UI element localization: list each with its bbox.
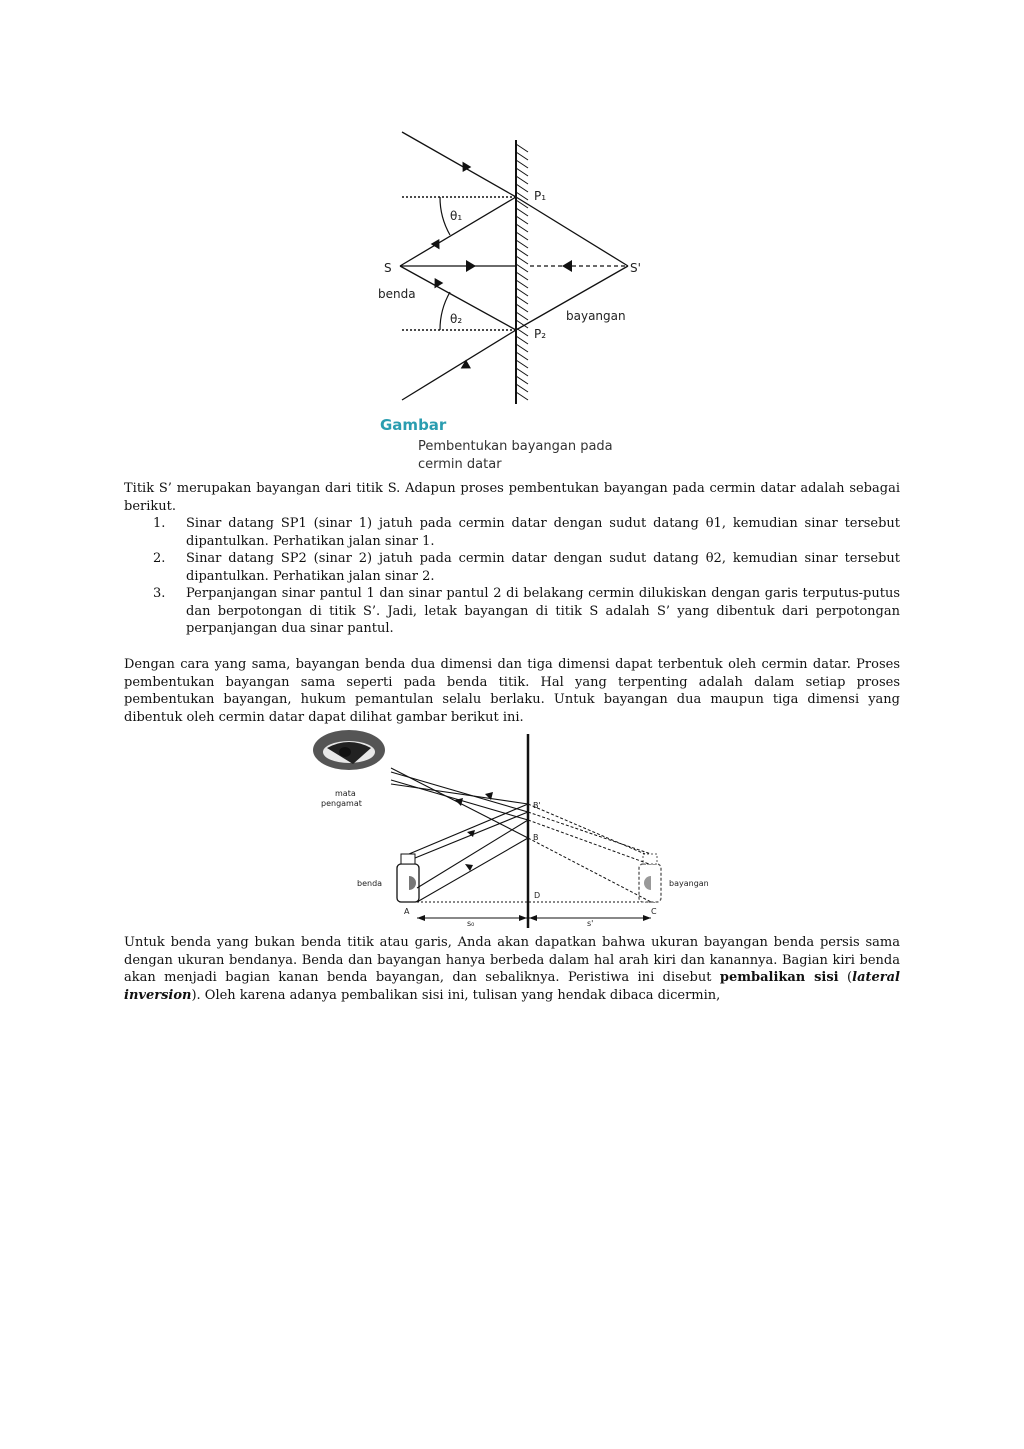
ray	[391, 772, 528, 812]
arrow-head	[529, 915, 537, 921]
figure-caption-line1: Pembentukan bayangan pada	[418, 439, 613, 454]
label-d: D	[534, 891, 541, 900]
angle-arc-theta2	[440, 292, 450, 330]
label-bayangan: bayangan	[669, 879, 709, 888]
steps-list	[124, 515, 900, 638]
paragraph-text: ). Oleh karena adanya pembalikan sisi ini, tulisan yang hendak dibaca dicermin,	[191, 987, 721, 1003]
list-item	[124, 585, 900, 638]
label-pengamat: pengamat	[321, 799, 362, 808]
label-so: s₀	[467, 919, 475, 928]
label-mata: mata	[335, 789, 356, 798]
label-p2: P₂	[534, 327, 547, 341]
incident-ray-1	[400, 197, 516, 266]
reflected-ray-2	[402, 330, 516, 400]
label-s-prime: S'	[630, 261, 641, 275]
list-item-text: Sinar datang SP1 (sinar 1) jatuh pada cermin datar dengan sudut datang θ1, kemudian sinar tersebut dipantulkan. Perhatikan jalan sinar 1.	[186, 516, 900, 549]
extension-ray-1	[516, 197, 628, 266]
list-item-text: Perpanjangan sinar pantul 1 dan sinar pantul 2 di belakang cermin dilukiskan dengan garis terputus-putus dan berpotongan di titik S’. Jadi, letak bayangan di titik S adalah S’ yang dibentuk dari perpotongan perpanjangan dua sinar pantul.	[186, 586, 900, 636]
paragraph-text: Untuk benda yang bukan benda titik atau garis, Anda akan dapatkan bahwa ukuran bayangan benda persis sama dengan ukuran bendanya. Benda dan bayangan hanya berbeda dalam hal arah kiri dan kanannya. Bagian kiri benda akan menjadi bagian kanan benda bayangan, dan sebaliknya. Peristiwa ini disebut	[124, 935, 900, 985]
list-item-number: 2.	[153, 551, 166, 566]
label-p1: P₁	[534, 189, 547, 203]
mirror-ray-diagram	[370, 122, 660, 482]
list-item-number: 1.	[153, 516, 166, 531]
label-bayangan: bayangan	[566, 309, 626, 323]
paragraph-dimensions: Dengan cara yang sama, bayangan benda dua dimensi dan tiga dimensi dapat terbentuk oleh cermin datar. Proses pembentukan bayangan sama seperti pada benda titik. Hal yang terpenting adalah dalam setiap proses pembentukan bayangan, hukum pemantulan selalu berlaku. Untuk bayangan dua maupun tiga dimensi yang dibentuk oleh cermin datar dapat dilihat gambar berikut ini.	[124, 657, 900, 725]
arrow-head	[417, 915, 425, 921]
label-b: B	[533, 833, 539, 842]
ray	[417, 820, 528, 888]
paragraph-lateral-inversion	[124, 934, 900, 1004]
label-s-prime: s'	[587, 919, 594, 928]
arrow-head	[643, 915, 651, 921]
label-theta2: θ₂	[450, 312, 463, 326]
label-s: S	[384, 261, 392, 275]
arrow-head	[519, 915, 527, 921]
label-benda: benda	[357, 879, 383, 888]
bold-term: pembalikan sisi	[719, 970, 839, 985]
figure-caption-title: Gambar	[380, 416, 447, 434]
label-benda: benda	[378, 287, 416, 301]
observer-mirror-diagram	[305, 728, 725, 928]
extension-ray	[528, 820, 649, 864]
label-a: A	[404, 907, 410, 916]
bold-italic-term: lateral inversion	[124, 970, 900, 1003]
angle-arc-theta1	[440, 197, 450, 235]
reflected-ray-1	[402, 132, 516, 197]
list-item-text: Sinar datang SP2 (sinar 2) jatuh pada cermin datar dengan sudut datang θ2, kemudian sinar tersebut dipantulkan. Perhatikan jalan sinar 2.	[186, 551, 900, 584]
paragraph-text: (	[838, 970, 853, 985]
list-item	[124, 550, 900, 585]
mirror-hatching	[516, 144, 528, 400]
extension-ray	[528, 804, 645, 854]
list-item-number: 3.	[153, 586, 166, 601]
ray	[417, 838, 528, 902]
label-c: C	[651, 907, 657, 916]
arrow-head	[466, 260, 476, 272]
object-bottle	[397, 854, 419, 902]
figure-caption-line2: cermin datar	[418, 457, 502, 472]
label-b-prime: B'	[533, 801, 541, 810]
eye-icon	[313, 730, 385, 770]
label-theta1: θ₁	[450, 209, 463, 223]
paragraph-intro: Titik S’ merupakan bayangan dari titik S. Adapun proses pembentukan bayangan pada cermin datar adalah sebagai berikut.	[124, 481, 900, 514]
arrow-head	[562, 260, 572, 272]
list-item	[124, 515, 900, 550]
